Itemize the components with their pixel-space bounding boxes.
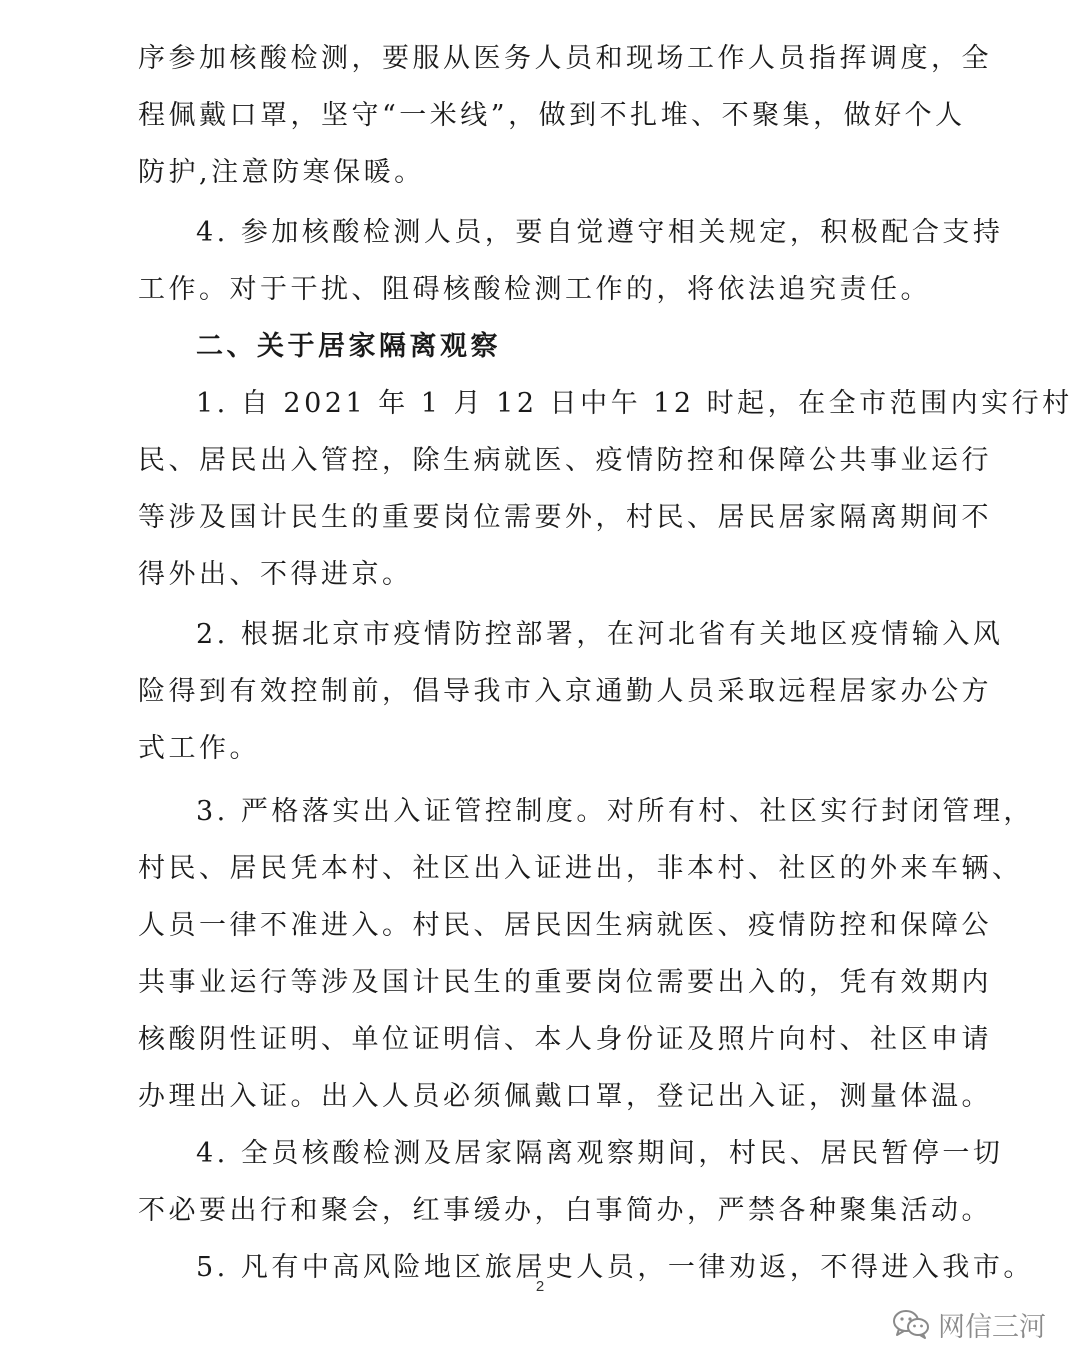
- paragraph-item-3: [138, 783, 1034, 1125]
- text-line: 5. 凡有中高风险地区旅居史人员，一律劝返，不得进入我市。: [196, 1252, 1034, 1283]
- text-line: 不必要出行和聚会，红事缓办，白事简办，严禁各种聚集活动。: [138, 1195, 992, 1226]
- page-number: 2: [535, 1278, 545, 1295]
- text-line: 1. 自 2021 年 1 月 12 日中午 12 时起，在全市范围内实行村: [196, 388, 1073, 419]
- paragraph-continuation: [138, 30, 992, 201]
- text-line: 共事业运行等涉及国计民生的重要岗位需要出入的，凭有效期内: [138, 967, 992, 998]
- text-line: 险得到有效控制前，倡导我市入京通勤人员采取远程居家办公方: [138, 676, 992, 707]
- paragraph-item-2: [138, 606, 1004, 777]
- paragraph-item-1: [138, 375, 1073, 603]
- paragraph-item-4: [138, 1125, 1004, 1239]
- text-line: 式工作。: [138, 733, 260, 764]
- text-line: 得外出、不得进京。: [138, 559, 413, 590]
- text-line: 4. 全员核酸检测及居家隔离观察期间，村民、居民暂停一切: [196, 1138, 1004, 1169]
- text-line: 民、居民出入管控，除生病就医、疫情防控和保障公共事业运行: [138, 445, 992, 476]
- text-line: 4. 参加核酸检测人员，要自觉遵守相关规定，积极配合支持: [196, 217, 1004, 248]
- text-line: 办理出入证。出入人员必须佩戴口罩，登记出入证，测量体温。: [138, 1081, 992, 1112]
- wechat-icon: [892, 1308, 930, 1340]
- text-line: 核酸阴性证明、单位证明信、本人身份证及照片向村、社区申请: [138, 1024, 992, 1055]
- text-line: 2. 根据北京市疫情防控部署，在河北省有关地区疫情输入风: [196, 619, 1004, 650]
- text-line: 人员一律不准进入。村民、居民因生病就医、疫情防控和保障公: [138, 910, 992, 941]
- text-line: 等涉及国计民生的重要岗位需要外，村民、居民居家隔离期间不: [138, 502, 992, 533]
- section-heading: 二、关于居家隔离观察: [196, 331, 501, 362]
- text-line: 防护,注意防寒保暖。: [138, 157, 425, 188]
- text-line: 村民、居民凭本村、社区出入证进出，非本村、社区的外来车辆、: [138, 853, 1023, 884]
- watermark-text: 网信三河: [938, 1311, 1046, 1343]
- document-page: [138, 30, 1073, 1296]
- text-line: 序参加核酸检测，要服从医务人员和现场工作人员指挥调度，全: [138, 43, 992, 74]
- text-line: 工作。对于干扰、阻碍核酸检测工作的，将依法追究责任。: [138, 274, 931, 305]
- text-line: 程佩戴口罩，坚守“一米线”，做到不扎堆、不聚集，做好个人: [138, 100, 966, 131]
- watermark: [892, 1304, 1046, 1344]
- text-line: 3. 严格落实出入证管控制度。对所有村、社区实行封闭管理，: [196, 796, 1034, 827]
- paragraph-item-4-testing: [138, 204, 1004, 318]
